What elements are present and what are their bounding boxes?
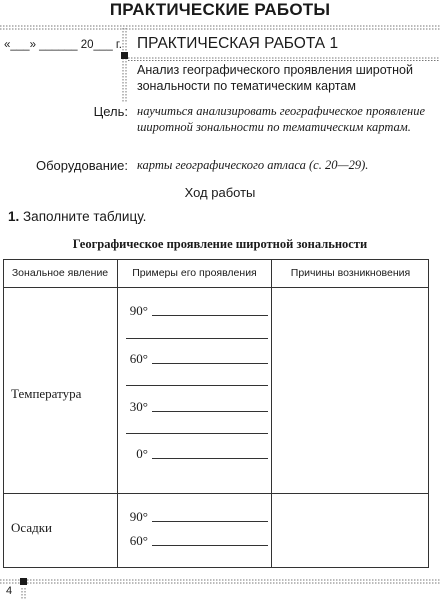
- page-number: 4: [6, 585, 13, 597]
- answer-line[interactable]: [152, 363, 268, 364]
- answer-line[interactable]: [152, 411, 268, 412]
- zonality-table: [3, 259, 429, 568]
- work-subtitle: Анализ географического проявления широтной зональности по тематическим картам: [137, 63, 413, 93]
- latitude-label: 90°: [129, 509, 148, 524]
- answer-line[interactable]: [152, 315, 268, 316]
- task-number: 1.: [8, 209, 20, 224]
- footer-rule: [0, 576, 440, 588]
- equipment-text: карты географического атласа (с. 20—29).: [137, 158, 369, 172]
- equipment-label: Оборудование:: [35, 158, 128, 173]
- row-label-precipitation: Осадки: [11, 520, 52, 535]
- work-title: ПРАКТИЧЕСКАЯ РАБОТА 1: [137, 35, 339, 52]
- latitude-label: 30°: [129, 399, 148, 414]
- answer-line[interactable]: [152, 458, 268, 459]
- latitude-label: 60°: [129, 351, 148, 366]
- header-examples: Примеры его проявления: [132, 267, 257, 279]
- answer-line[interactable]: [126, 385, 268, 386]
- page-title: ПРАКТИЧЕСКИЕ РАБОТЫ: [109, 0, 331, 19]
- header-causes: Причины возникновения: [290, 267, 411, 279]
- answer-line[interactable]: [126, 338, 268, 339]
- goal-text: научиться анализировать географическое проявление широтной зональности по тематическим картам.: [137, 104, 426, 134]
- progress-heading: Ход работы: [184, 185, 256, 200]
- task-1: [8, 209, 146, 225]
- date-line[interactable]: «___» ______ 20___ г.: [4, 39, 122, 51]
- answer-line[interactable]: [152, 521, 268, 522]
- task-text: Заполните таблицу.: [23, 209, 147, 224]
- row-label-temperature: Температура: [11, 386, 82, 401]
- goal-label: Цель:: [93, 104, 128, 119]
- answer-line[interactable]: [126, 433, 268, 434]
- footer-marker-stem: [20, 588, 30, 600]
- latitude-label: 60°: [129, 533, 148, 548]
- answer-line[interactable]: [152, 545, 268, 546]
- latitude-label: 0°: [136, 446, 148, 461]
- latitude-label: 90°: [129, 303, 148, 318]
- table-caption: Географическое проявление широтной зональности: [72, 237, 368, 251]
- header-phenomenon: Зональное явление: [11, 267, 109, 279]
- header-rule: [0, 24, 440, 32]
- section-marker: [120, 28, 130, 103]
